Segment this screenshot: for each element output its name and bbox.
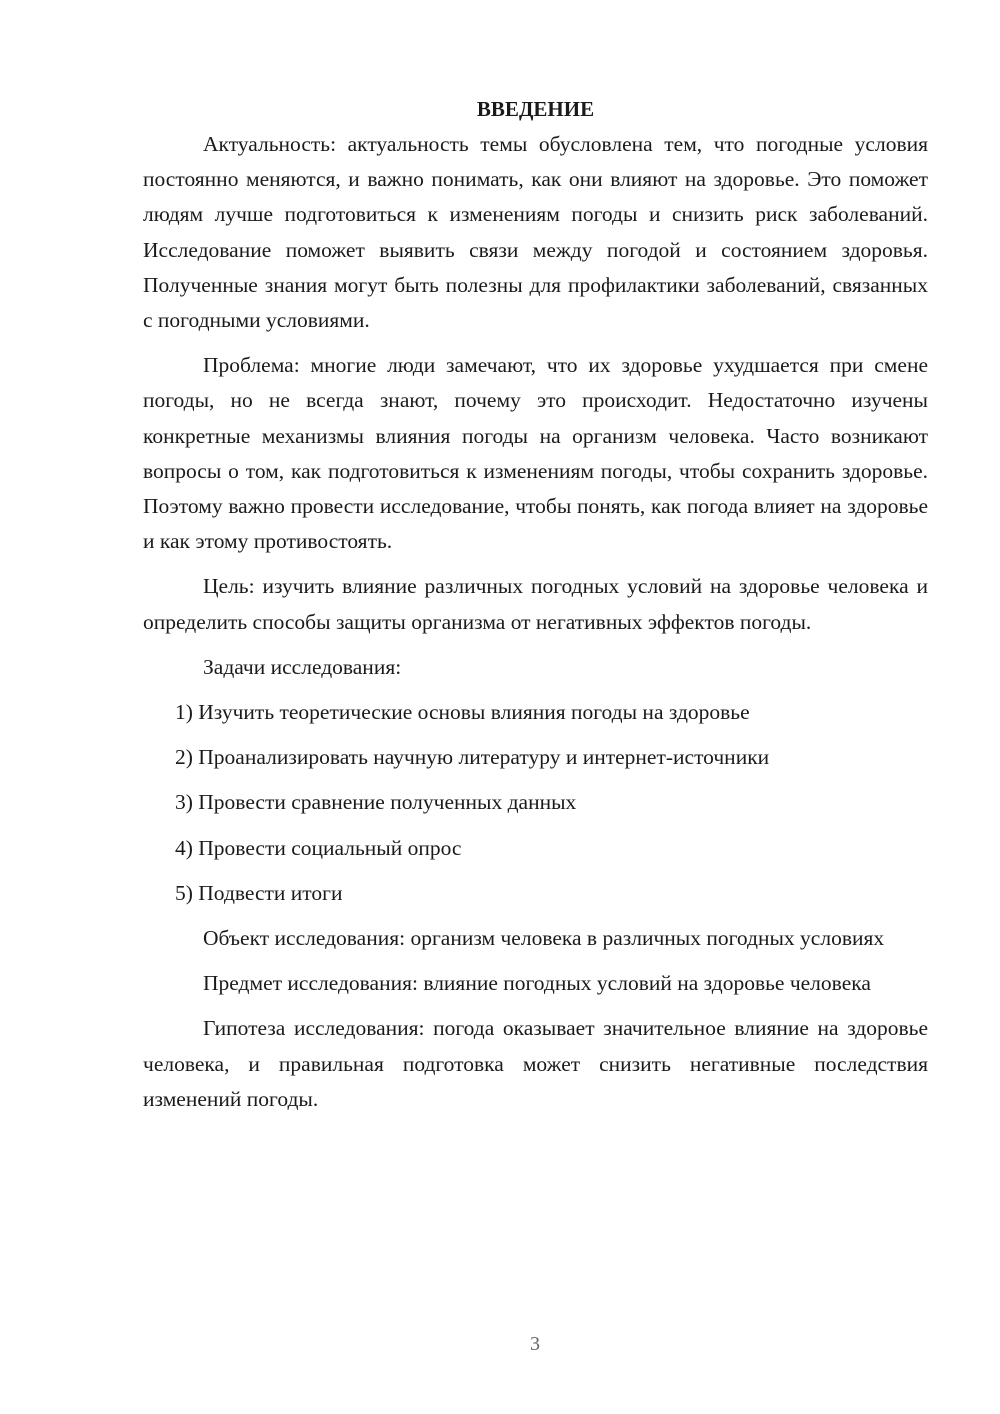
object-paragraph: Объект исследования: организм человека в различных погодных условиях (203, 926, 885, 951)
problem-paragraph: Проблема: многие люди замечают, что их здоровье ухудшается при смене погоды, но не всегда знают, почему это происходит. Недостаточно изучены конкретные механизмы влияния погоды на организм человека. Часто возникают вопросы о том, как подготовиться к изменениям погоды, чтобы сохранить здоровье. Поэтому важно провести исследование, чтобы понять, как погода влияет на здоровье и как этому противостоять. (143, 353, 928, 554)
list-item: 5) Подвести итоги (175, 880, 343, 905)
tasks-list (143, 695, 928, 911)
list-item: 4) Провести социальный опрос (175, 835, 462, 860)
list-item: 3) Провести сравнение полученных данных (175, 790, 577, 815)
list-item: 1) Изучить теоретические основы влияния погоды на здоровье (175, 700, 750, 725)
page-number: 3 (530, 1333, 540, 1355)
document-page (143, 92, 928, 1127)
tasks-title: Задачи исследования: (203, 654, 402, 679)
section-heading: ВВЕДЕНИЕ (476, 97, 595, 121)
goal-paragraph: Цель: изучить влияние различных погодных условий на здоровье человека и определить способы защиты организма от негативных эффектов погоды. (143, 574, 928, 634)
subject-paragraph: Предмет исследования: влияние погодных условий на здоровье человека (203, 971, 871, 996)
relevance-paragraph: Актуальность: актуальность темы обусловлена тем, что погодные условия постоянно меняются, и важно понимать, как они влияют на здоровье. Это поможет людям лучше подготовиться к изменениям погоды и снизить риск заболеваний. Исследование поможет выявить связи между погодой и состоянием здоровья. Полученные знания могут быть полезны для профилактики заболеваний, связанных с погодными условиями. (143, 132, 928, 333)
hypothesis-paragraph: Гипотеза исследования: погода оказывает значительное влияние на здоровье человека, и правильная подготовка может снизить негативные последствия изменений погоды. (143, 1016, 928, 1111)
list-item: 2) Проанализировать научную литературу и интернет-источники (175, 745, 770, 770)
